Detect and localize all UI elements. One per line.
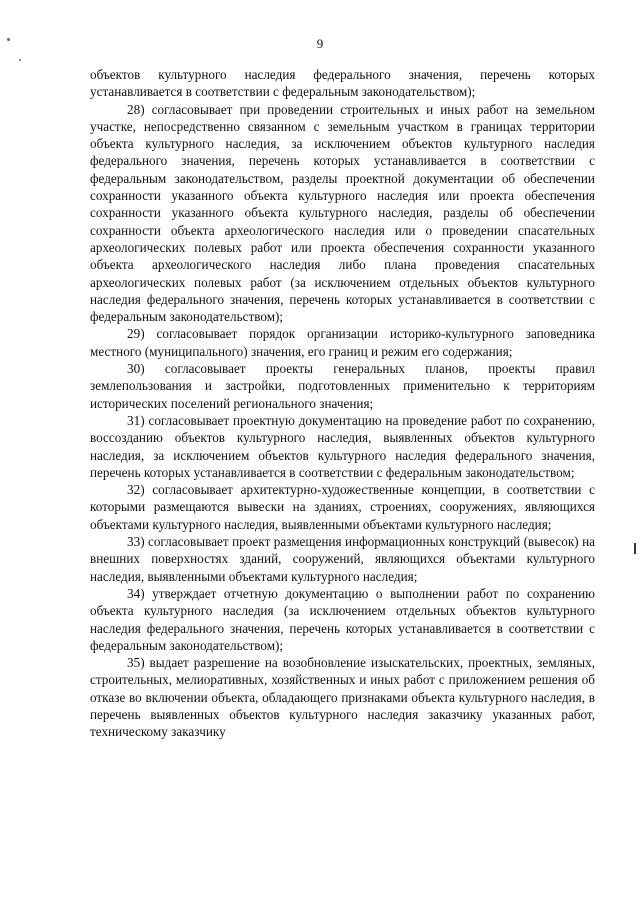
page-number: 9 [316,36,324,51]
scan-edge-mark [634,543,636,554]
paragraph-item-32: 32) согласовывает архитектурно-художественные концепции, в соответствии с которыми размещаются вывески на зданиях, строениях, сооружениях, являющихся объектами культурного наследия, выявленными объектами культурного наследия; [90,482,595,532]
paragraph-item-35: 35) выдает разрешение на возобновление изыскательских, проектных, земляных, строительных, мелиоративных, хозяйственных и иных работ с приложением решения об отказе во включении объекта, обладающего признаками объекта культурного наследия, в перечень выявленных объектов культурного наследия заказчику указанных работ, техническому заказчику [90,655,595,740]
paragraph-item-29: 29) согласовывает порядок организации историко-культурного заповедника местного (муниципального) значения, его границ и режим его содержания; [90,326,595,359]
paragraph-item-28: 28) согласовывает при проведении строительных и иных работ на земельном участке, непосредственно связанном с земельным участком в границах территории объекта культурного наследия, за исключением объектов культурного наследия федерального значения, перечень которых устанавливается в соответствии с федеральным законодательством, разделы проектной документации об обеспечении сохранности указанного объекта культурного наследия или проекта обеспечения сохранности указанного объекта культурного наследия, разделы об обеспечении сохранности объекта археологического наследия или о проведении спасательных археологических полевых работ или проекта обеспечения сохранности указанного объекта археологического наследия либо плана проведения спасательных археологических полевых работ (за исключением отдельных объектов культурного наследия федерального значения, перечень которых устанавливается в соответствии с федеральным законодательством); [90,101,595,325]
paragraph-item-31: 31) согласовывает проектную документацию на проведение работ по сохранению, воссозданию объектов культурного наследия, выявленных объектов культурного наследия, за исключением объектов культурного наследия федерального значения, перечень которых устанавливается в соответствии с федеральным законодательством; [90,412,595,480]
scan-speck [7,38,10,41]
scan-speck [19,59,21,61]
paragraph-item-34: 34) утверждает отчетную документацию о выполнении работ по сохранению объекта культурного наследия (за исключением отдельных объектов культурного наследия федерального значения, перечень которых устанавливается в соответствии с федеральным законодательством); [90,585,595,653]
paragraph-continuation: объектов культурного наследия федерального значения, перечень которых устанавливается в соответствии с федеральным законодательством); [90,67,595,100]
paragraph-item-30: 30) согласовывает проекты генеральных планов, проекты правил землепользования и застройки, подготовленных применительно к территориям исторических поселений регионального значения; [90,361,595,411]
document-body [90,66,595,741]
paragraph-item-33: 33) согласовывает проект размещения информационных конструкций (вывесок) на внешних поверхностях зданий, сооружений, являющихся объектами культурного наследия, выявленными объектами культурного наследия; [90,534,595,584]
